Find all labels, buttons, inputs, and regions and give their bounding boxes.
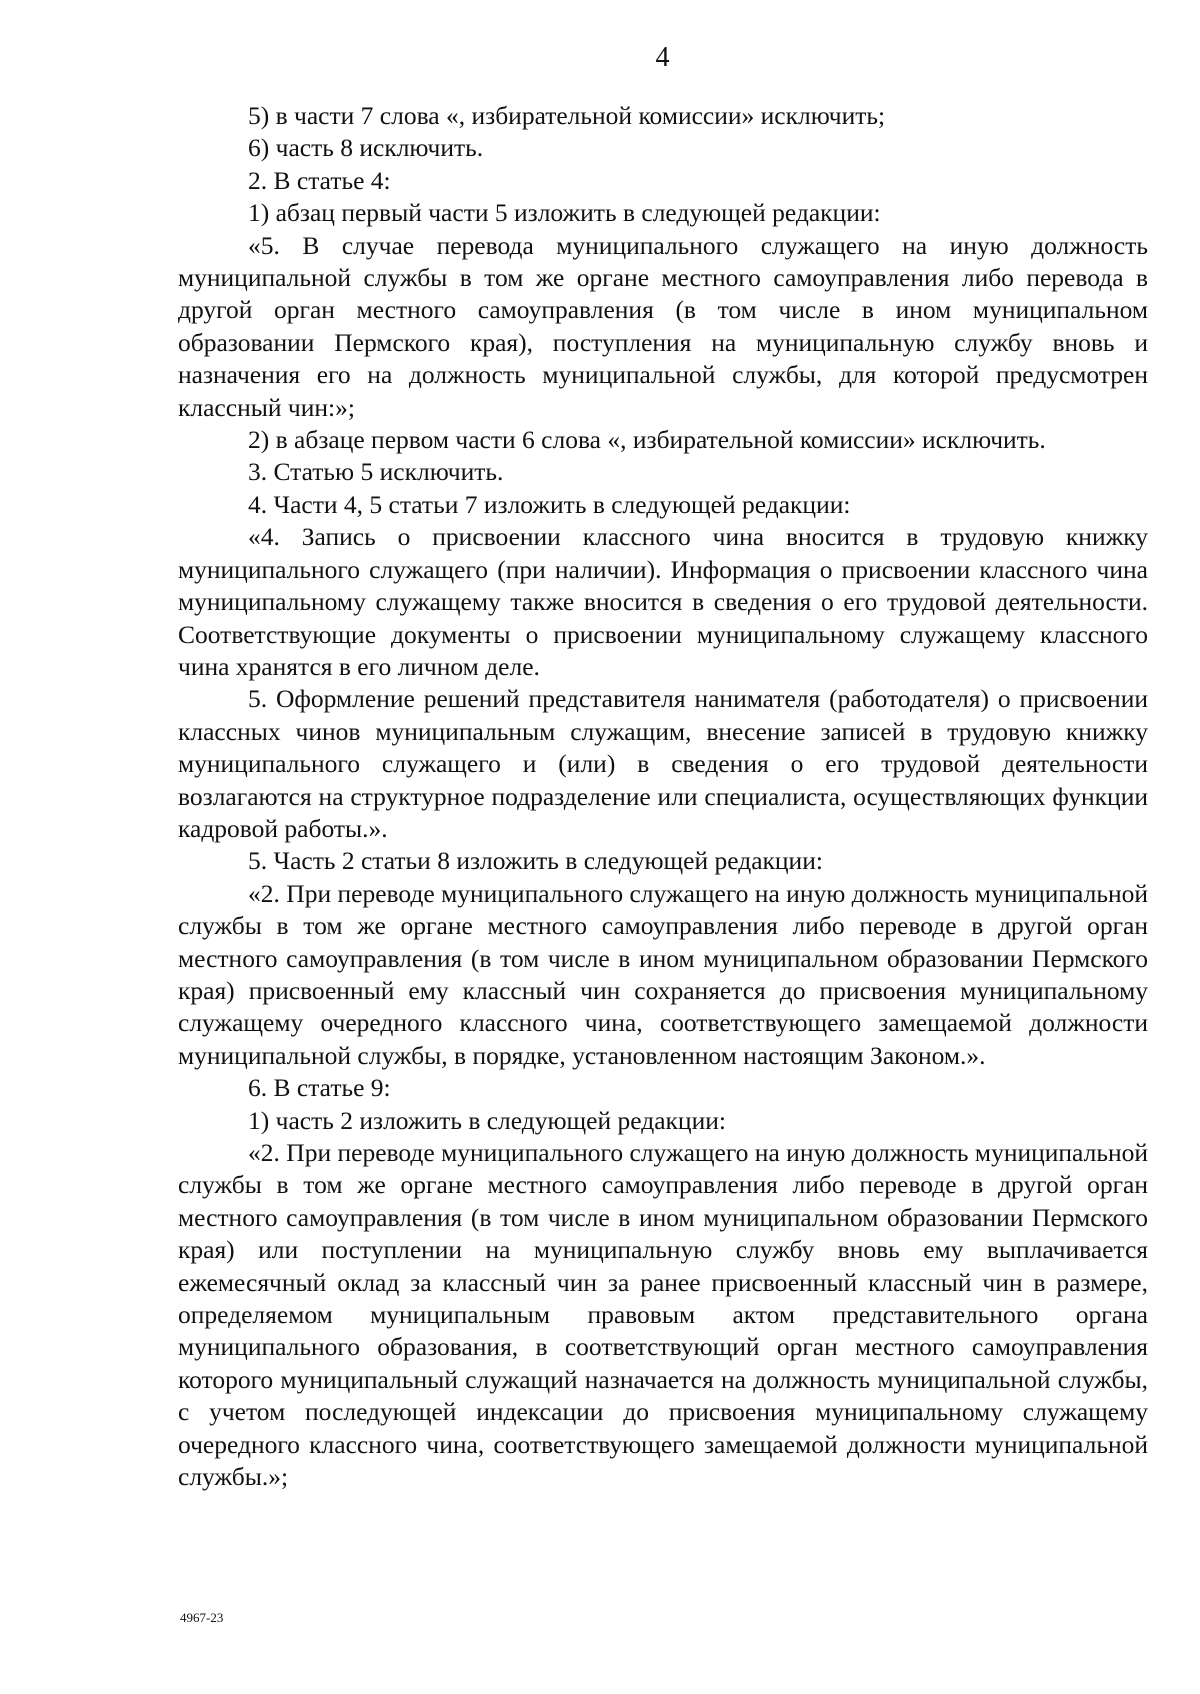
document-body: [178, 100, 1148, 1493]
paragraph-13: 6. В статье 9:: [248, 1073, 391, 1103]
paragraph-2: 6) часть 8 исключить.: [248, 133, 484, 163]
paragraph-8: 4. Части 4, 5 статьи 7 изложить в следующей редакции:: [248, 489, 851, 519]
paragraph-6: 2) в абзаце первом части 6 слова «, избирательной комиссии» исключить.: [248, 425, 1046, 455]
page-number: 4: [655, 42, 670, 73]
paragraph-10: 5. Оформление решений представителя нанимателя (работодателя) о присвоении классных чинов муниципальным служащим, внесение записей в трудовую книжку муниципального служащего и (или) в сведения о его трудовой деятельности возлагаются на структурное подразделение или специалиста, осуществляющих функции кадровой работы.».: [178, 684, 1148, 843]
paragraph-12: «2. При переводе муниципального служащего на иную должность муниципальной службы в том же органе местного самоуправления либо переводе в другой орган местного самоуправления (в том числе в ином муниципальном образовании Пермского края) присвоенный ему классный чин сохраняется до присвоения муниципальному служащему очередного классного чина, соответствующего замещаемой должности муниципальной службы, в порядке, установленном настоящим Законом.».: [178, 878, 1148, 1070]
document-code: 4967-23: [180, 1610, 224, 1625]
paragraph-5: «5. В случае перевода муниципального служащего на иную должность муниципальной службы в том же органе местного самоуправления либо перевода в другой орган местного самоуправления (в том числе в ином муниципальном образовании Пермского края), поступления на муниципальную службу вновь и назначения его на должность муниципальной службы, для которой предусмотрен классный чин:»;: [178, 230, 1148, 422]
paragraph-11: 5. Часть 2 статьи 8 изложить в следующей редакции:: [248, 846, 823, 876]
paragraph-14: 1) часть 2 изложить в следующей редакции:: [248, 1105, 726, 1135]
paragraph-1: 5) в части 7 слова «, избирательной комиссии» исключить;: [248, 101, 886, 130]
paragraph-4: 1) абзац первый части 5 изложить в следующей редакции:: [248, 198, 881, 228]
paragraph-7: 3. Статью 5 исключить.: [248, 457, 504, 487]
paragraph-3: 2. В статье 4:: [248, 165, 391, 195]
paragraph-15: «2. При переводе муниципального служащего на иную должность муниципальной службы в том же органе местного самоуправления либо переводе в другой орган местного самоуправления (в том числе в ином муниципальном образовании Пермского края) или поступлении на муниципальную службу вновь ему выплачивается ежемесячный оклад за классный чин за ранее присвоенный классный чин в размере, определяемом муниципальным правовым актом представительного органа муниципального образования, в соответствующий орган местного самоуправления которого муниципальный служащий назначается на должность муниципальной службы, с учетом последующей индексации до присвоения муниципальному служащему очередного классного чина, соответствующего замещаемой должности муниципальной службы.»;: [178, 1138, 1148, 1492]
paragraph-9: «4. Запись о присвоении классного чина вносится в трудовую книжку муниципального служащего (при наличии). Информация о присвоении классного чина муниципальному служащему также вносится в сведения о его трудовой деятельности. Соответствующие документы о присвоении муниципальному служащему классного чина хранятся в его личном деле.: [178, 522, 1148, 681]
